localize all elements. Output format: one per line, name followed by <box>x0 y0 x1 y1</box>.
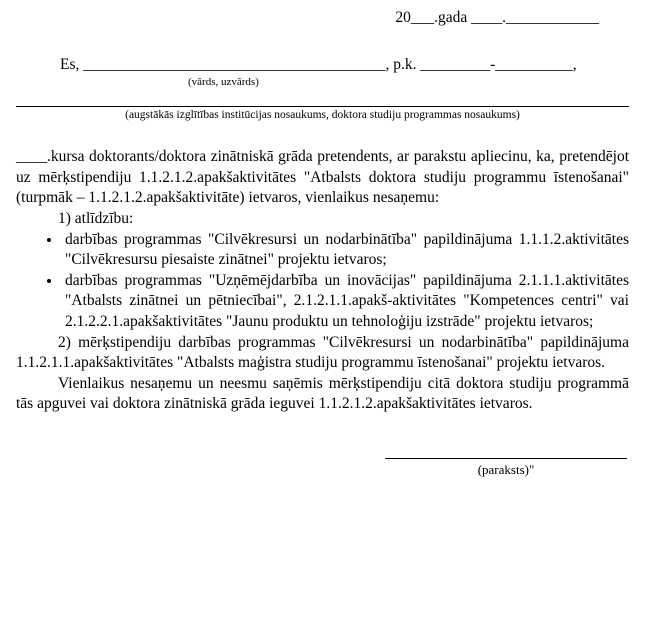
institution-caption: (augstākās izglītības institūcijas nosaukums, doktora studiju programmas nosaukums) <box>125 108 520 121</box>
signature-caption: (paraksts)" <box>477 462 535 478</box>
clause-1-label: 1) atlīdzību: <box>58 209 134 227</box>
name-caption: (vārds, uzvārds) <box>188 76 259 89</box>
paragraph-final: Vienlaikus nesaņemu un neesmu saņēmis mērķstipendiju citā doktora studiju programmā tās apguvei vai doktora zinātniskā grāda ieguvei 1.1.2.1.2.apakšaktivitātes ietvaros. <box>16 374 629 413</box>
signature-line <box>385 457 627 459</box>
date-blank-line: 20___.gada ____.____________ <box>395 9 599 26</box>
bullet-list <box>16 230 629 333</box>
signature-block <box>385 457 627 478</box>
declaration-body <box>16 147 629 415</box>
paragraph-intro: ____.kursa doktorants/doktora zinātniskā grāda pretendents, ar parakstu apliecinu, ka, pretendējot uz mērķstipendiju 1.1.2.1.2.apakšaktivitātes "Atbalsts doktora studiju programmu īstenošanai" (turpmāk – 1.1.2.1.2.apakšaktivitāte) ietvaros, vienlaikus nesaņemu: <box>16 148 629 207</box>
clause-2: 2) mērķstipendiju darbības programmas "Cilvēkresursi un nodarbinātība" papildinājuma 1.1.2.1.1.apakšaktivitātes "Atbalsts maģistra studiju programmu īstenošanai" projektu ietvaros. <box>16 333 629 372</box>
name-and-personal-code-line: Es, _______________________________________, p.k. _________-__________, <box>60 55 577 73</box>
bullet-item-1: • darbības programmas "Cilvēkresursi un nodarbinātība" papildinājuma 1.1.1.2.aktivitātes "Cilvēkresursu piesaiste zinātnei" projektu ietvaros; <box>62 230 629 271</box>
institution-blank-line <box>16 105 629 107</box>
bullet-item-2: • darbības programmas "Uzņēmējdarbība un inovācijas" papildinājuma 2.1.1.1.aktivitātes "Atbalsts zinātnei un pētniecībai", 2.1.2.1.1.apakš-aktivitātes "Kompetences centri" vai 2.1.2.2.1.apakšaktivitātes "Jaunu produktu un tehnoloģiju izstrāde" projektu ietvaros; <box>62 271 629 333</box>
